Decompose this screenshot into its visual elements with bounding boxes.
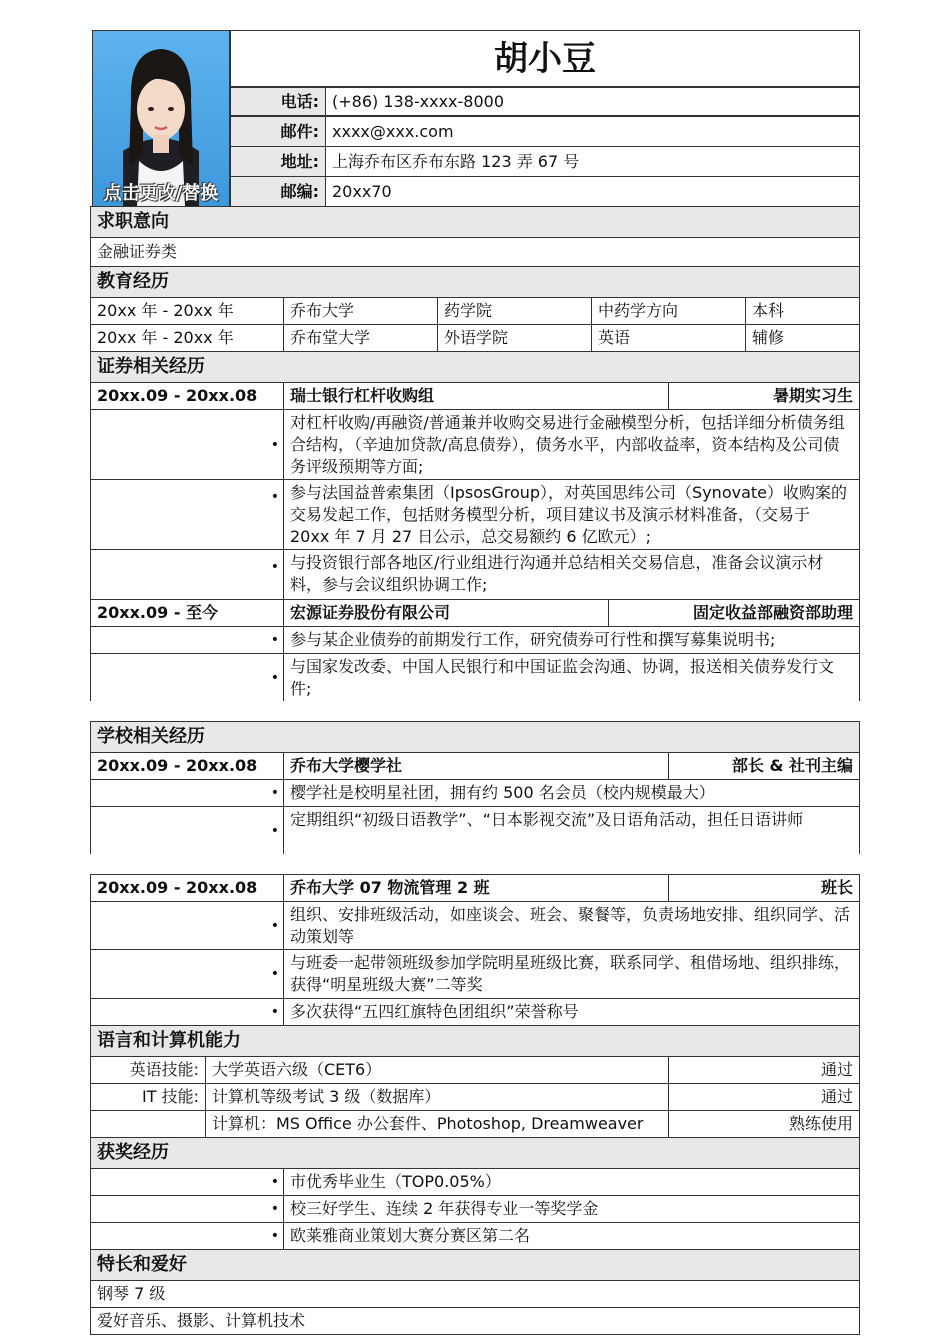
job-role: 固定收益部融资部助理 (608, 599, 860, 627)
candidate-name: 胡小豆 (230, 30, 860, 87)
job-bullet: 多次获得“五四红旗特色团组织”荣誉称号 (283, 998, 860, 1026)
hobby-item: 爱好音乐、摄影、计算机技术 (90, 1307, 860, 1335)
contact-label-zip: 邮编: (230, 176, 326, 207)
edu-degree: 辅修 (745, 324, 860, 352)
bullet-marker: • (90, 653, 284, 701)
photo-frame[interactable] (92, 30, 230, 207)
job-period: 20xx.09 - 至今 (90, 599, 284, 627)
contact-label-email: 邮件: (230, 116, 326, 147)
job-bullet: 组织、安排班级活动，如座谈会、班会、聚餐等，负责场地安排、组织同学、活动策划等 (283, 901, 860, 950)
job-org: 宏源证券股份有限公司 (283, 599, 609, 627)
bullet-marker: • (90, 1195, 284, 1223)
skill-label: IT 技能: (90, 1083, 206, 1111)
edu-school: 乔布大学 (283, 297, 438, 325)
skill-level: 熟练使用 (668, 1110, 860, 1138)
job-bullet: 樱学社是校明星社团，拥有约 500 名会员（校内规模最大） (283, 779, 860, 807)
skill-item: 大学英语六级（CET6） (205, 1056, 669, 1084)
job-bullet: 与投资银行部各地区/行业组进行沟通并总结相关交易信息，准备会议演示材料，参与会议组织协调工作; (283, 549, 860, 600)
section-title-hobbies: 特长和爱好 (90, 1249, 860, 1281)
section-title-awards: 获奖经历 (90, 1137, 860, 1169)
job-period: 20xx.09 - 20xx.08 (90, 382, 284, 410)
hobby-item: 钢琴 7 级 (90, 1280, 860, 1308)
contact-value-zip: 20xx70 (325, 176, 860, 207)
skill-item: 计算机等级考试 3 级（数据库） (205, 1083, 669, 1111)
skill-level: 通过 (668, 1083, 860, 1111)
job-bullet: 对杠杆收购/再融资/普通兼并收购交易进行金融模型分析，包括详细分析债务组合结构，（辛迪加贷款/高息债券），债务水平，内部收益率，资本结构及公司债务评级预期等方面; (283, 409, 860, 480)
contact-label-address: 地址: (230, 146, 326, 177)
skill-label (90, 1110, 206, 1138)
job-bullet: 与国家发改委、中国人民银行和中国证监会沟通、协调，报送相关债券发行文件; (283, 653, 860, 701)
job-role: 暑期实习生 (668, 382, 860, 410)
job-period: 20xx.09 - 20xx.08 (90, 874, 284, 902)
section-title-education: 教育经历 (90, 266, 860, 298)
edu-college: 药学院 (437, 297, 592, 325)
intent-value: 金融证券类 (90, 237, 860, 267)
award-item: 欧莱雅商业策划大赛分赛区第二名 (283, 1222, 860, 1250)
job-role: 班长 (668, 874, 860, 902)
portrait-photo (93, 31, 229, 206)
bullet-marker: • (90, 549, 284, 600)
bullet-marker: • (90, 1222, 284, 1250)
contact-value-phone: (+86) 138-xxxx-8000 (325, 87, 860, 116)
edu-school: 乔布堂大学 (283, 324, 438, 352)
bullet-marker: • (90, 1168, 284, 1196)
job-period: 20xx.09 - 20xx.08 (90, 752, 284, 780)
edu-major: 英语 (591, 324, 746, 352)
bullet-marker: • (90, 901, 284, 950)
bullet-marker: • (90, 409, 284, 480)
contact-value-address: 上海乔布区乔布东路 123 弄 67 号 (325, 146, 860, 177)
job-org: 瑞士银行杠杆收购组 (283, 382, 669, 410)
bullet-marker: • (90, 806, 284, 854)
job-bullet: 定期组织“初级日语教学”、“日本影视交流”及日语角活动，担任日语讲师 (283, 806, 860, 854)
edu-college: 外语学院 (437, 324, 592, 352)
bullet-marker: • (90, 998, 284, 1026)
award-item: 校三好学生、连续 2 年获得专业一等奖学金 (283, 1195, 860, 1223)
edu-period: 20xx 年 - 20xx 年 (90, 297, 284, 325)
job-org: 乔布大学 07 物流管理 2 班 (283, 874, 669, 902)
job-bullet: 与班委一起带领班级参加学院明星班级比赛，联系同学、租借场地、组织排练，获得“明星班级大赛”二等奖 (283, 949, 860, 999)
edu-degree: 本科 (745, 297, 860, 325)
bullet-marker: • (90, 479, 284, 550)
skill-level: 通过 (668, 1056, 860, 1084)
section-title-skills: 语言和计算机能力 (90, 1025, 860, 1057)
bullet-marker: • (90, 626, 284, 654)
skill-item: 计算机：MS Office 办公套件、Photoshop, Dreamweaver (205, 1110, 669, 1138)
section-title-intent: 求职意向 (90, 206, 860, 238)
job-bullet: 参与某企业债券的前期发行工作，研究债券可行性和撰写募集说明书; (283, 626, 860, 654)
job-role: 部长 & 社刊主编 (668, 752, 860, 780)
contact-value-email: xxxx@xxx.com (325, 116, 860, 147)
contact-label-phone: 电话: (230, 87, 326, 116)
bullet-marker: • (90, 949, 284, 999)
skill-label: 英语技能: (90, 1056, 206, 1084)
job-org: 乔布大学樱学社 (283, 752, 669, 780)
award-item: 市优秀毕业生（TOP0.05%） (283, 1168, 860, 1196)
photo-caption[interactable]: 点击更改/替换 (103, 183, 219, 204)
job-bullet: 参与法国益普索集团（IpsosGroup），对英国思纬公司（Synovate）收购案的交易发起工作，包括财务模型分析，项目建议书及演示材料准备，（交易于 20xx 年 7 月 27 日公示，总交易额约 6 亿欧元）; (283, 479, 860, 550)
section-title-school: 学校相关经历 (90, 721, 860, 753)
section-title-securities: 证券相关经历 (90, 351, 860, 383)
bullet-marker: • (90, 779, 284, 807)
edu-period: 20xx 年 - 20xx 年 (90, 324, 284, 352)
edu-major: 中药学方向 (591, 297, 746, 325)
